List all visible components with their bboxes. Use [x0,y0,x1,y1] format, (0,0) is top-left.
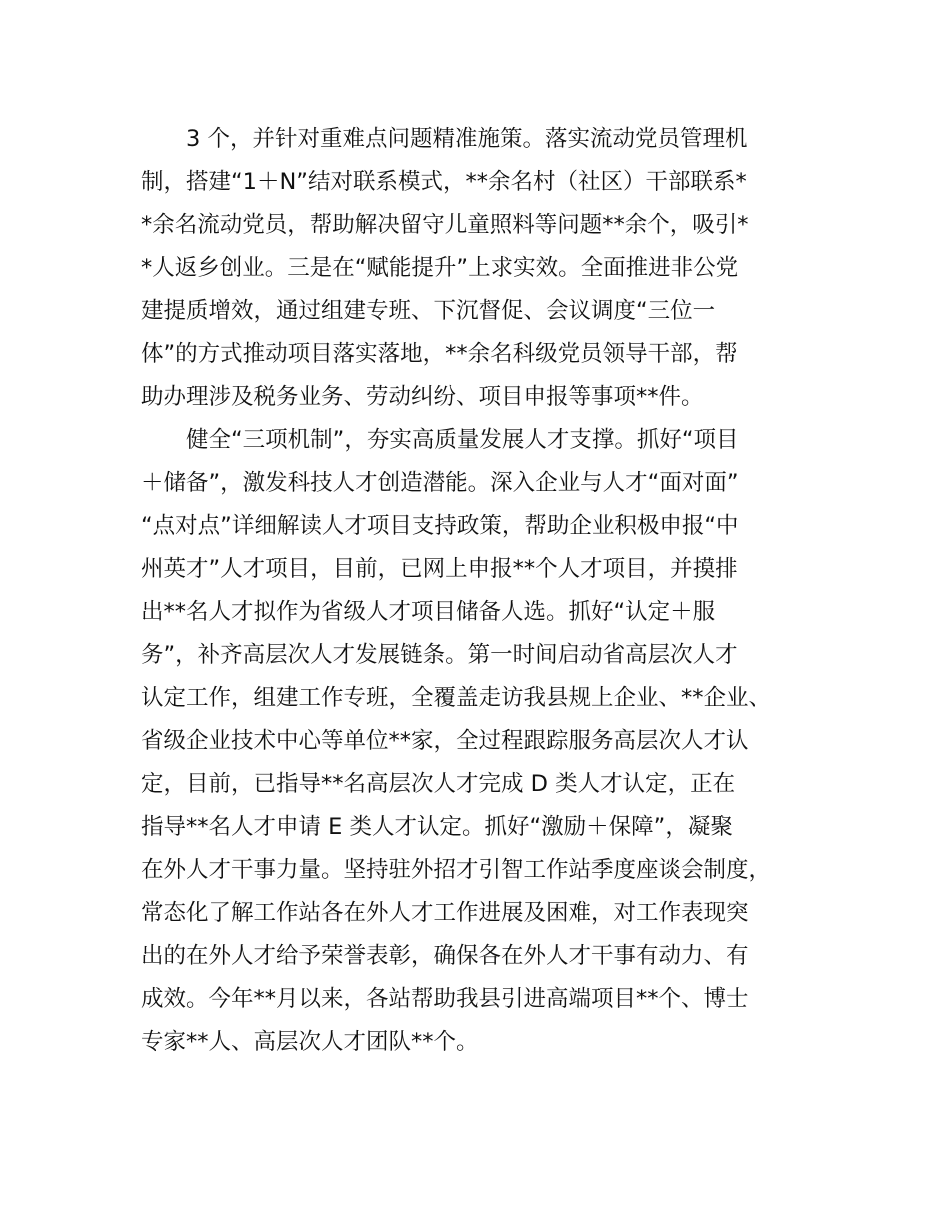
paragraph-line: 成效。今年**月以来，各站帮助我县引进高端项目**个、博士 [141,986,749,1012]
paragraph-line: 认定工作，组建工作专班，全覆盖走访我县规上企业、**企业、 [141,685,772,711]
paragraph-line: ＋储备”，激发科技人才创造潜能。深入企业与人才“面对面” [141,470,739,496]
paragraph-line: 健全“三项机制”，夯实高质量发展人才支撑。抓好“项目 [186,427,739,453]
paragraph-line: *人返乡创业。三是在“赋能提升”上求实效。全面推进非公党 [141,255,739,281]
paragraph-line: 州英才”人才项目，目前，已网上申报**个人才项目，并摸排 [141,556,738,582]
paragraph-line: 指导**名人才申请 E 类人才认定。抓好“激励＋保障”，凝聚 [141,814,733,840]
paragraph-line: 定，目前，已指导**名高层次人才完成 D 类人才认定，正在 [141,771,736,797]
paragraph-line: *余名流动党员，帮助解决留守儿童照料等问题**余个，吸引* [141,212,749,238]
paragraph-line: 省级企业技术中心等单位**家，全过程跟踪服务高层次人才认 [141,728,749,754]
paragraph-line: “点对点”详细解读人才项目支持政策，帮助企业积极申报“中 [141,513,739,539]
paragraph-1 [141,118,831,419]
paragraph-line: 制，搭建“1＋N”结对联系模式，**余名村（社区）干部联系* [141,169,747,195]
paragraph-line: 务”，补齐高层次人才发展链条。第一时间启动省高层次人才 [141,642,738,668]
paragraph-line: 建提质增效，通过组建专班、下沉督促、会议调度“三位一 [141,298,716,324]
paragraph-2 [141,419,831,1064]
paragraph-line: 3 个，并针对重难点问题精准施策。落实流动党员管理机 [186,126,748,152]
paragraph-line: 出的在外人才给予荣誉表彰，确保各在外人才干事有动力、有 [141,943,749,969]
paragraph-line: 在外人才干事力量。坚持驻外招才引智工作站季度座谈会制度， [141,857,772,883]
paragraph-line: 常态化了解工作站各在外人才工作进展及困难，对工作表现突 [141,900,749,926]
paragraph-line: 体”的方式推动项目落实落地，**余名科级党员领导干部，帮 [141,341,738,367]
paragraph-line: 专家**人、高层次人才团队**个。 [141,1029,479,1055]
paragraph-line: 助办理涉及税务业务、劳动纠纷、项目申报等事项**件。 [141,384,704,410]
paragraph-line: 出**名人才拟作为省级人才项目储备人选。抓好“认定＋服 [141,599,716,625]
document-body [141,118,831,1064]
